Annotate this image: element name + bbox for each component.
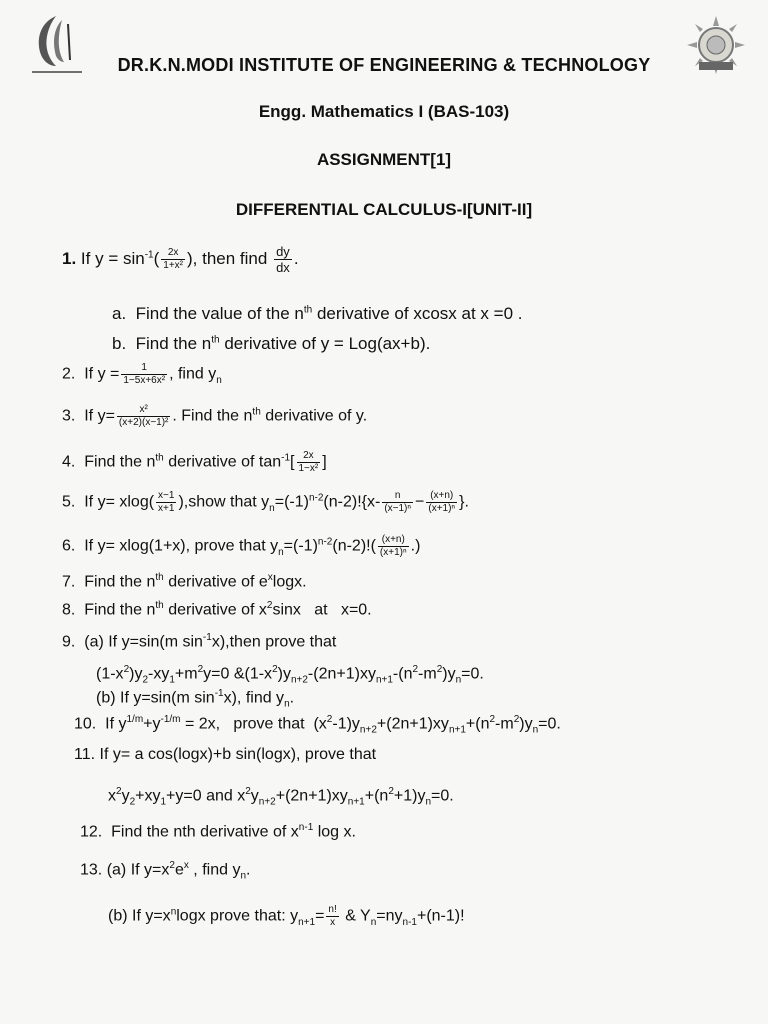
question-8: 8. Find the $n^{th}$ derivative of $x^2\sin x$ at x=0.: [62, 600, 372, 619]
question-2: 2. If y = $\frac{1}{\text{1−5x+6x²}}$ , find $y_n$: [62, 362, 222, 386]
question-11: 11. If y= a cos(logx)+b sin(logx), prove that: [74, 746, 377, 763]
question-9a: 9. (a) If y=sin(m $\sin^{-1}x),then$ prove that: [62, 632, 337, 651]
question-13a: 13. (a) If $y=x^2e^x$ , find $y_n$.: [80, 860, 251, 882]
question-6: 6. If y= xlog(1+x), prove that $y_n=(-1)^{n-2}(n-2)$!( $\frac{(x+n)}{\text{(x+1)ⁿ}}$ .): [62, 534, 421, 558]
course-title: Engg. Mathematics I (BAS-103): [258, 102, 510, 121]
question-1: 1. If $y = \sin^{-1}$( $\frac{2x}{\text{1+x²}}$ ), then find $\frac{dy}{dx}$ .: [62, 244, 299, 275]
question-10: 10. If $y^{1/m}+y^{-1/m} = 2x$, prove that $(x^2-1)y_{n+2}+(2n+1)xy_{n+1}+(n^2-m^2)y_n=0$.: [74, 714, 561, 736]
question-9b: (b) If y=sin(m $\sin^{-1}x$), find $y_n$.: [96, 688, 295, 710]
unit-title: DIFFERENTIAL CALCULUS-I[UNIT-II]: [235, 200, 533, 219]
question-4: 4. Find the $n^{th}$ derivative of $\tan^{-1}$[ $\frac{2x}{\text{1−x²}}$ ]: [62, 450, 327, 474]
institute-name: DR.K.N.MODI INSTITUTE OF ENGINEERING & TECHNOLOGY: [117, 55, 651, 75]
question-7: 7. Find the $n^{th}$ derivative of $e^x\log x$.: [62, 572, 307, 591]
question-3: 3. If y= $\frac{\text{x²}}{\text{(x+2)(x−1)²}}$ . Find the $n^{th}$ derivative of y.: [62, 404, 368, 428]
question-1a: a. Find the value of the $n^{th}$ derivative of xcosx at x =0 .: [112, 304, 523, 323]
question-11-equation: $x^2y_2+xy_1+y=0$ and $x^2y_{n+2}+(2n+1)xy_{n+1}+(n^2+1)y_n=0$.: [108, 786, 454, 808]
question-9a-equation: $(1-x^2)y_2-xy_1+m^2y=0$ $\&(1-x^2)y_{n+2}-(2n+1)xy_{n+1}-(n^2-m^2)y_n=0$.: [96, 664, 484, 686]
question-1b: b. Find the $n^{th}$ derivative of y = Log(ax+b).: [112, 334, 431, 353]
question-5: 5. If y= xlog( $\frac{x-1}{x+1}$ ),show that $y_n=(-1)^{n-2}(n-2)!\{x-$ $\frac{n}{\text{(x−1)ⁿ}}$ − $\frac{(x+n)}{\text{(x+1)ⁿ}}$ }.: [62, 490, 469, 514]
question-13b: (b) If $y=x^n\log x$ prove that: $y_{n+1}=$ $\frac{n!}{x}$ & $Y_n=ny_{n-1}+(n-1)$!: [108, 904, 465, 928]
question-12: 12. Find the nth derivative of $x^{n-1}$ log x.: [80, 822, 356, 841]
assignment-title: ASSIGNMENT[1]: [316, 150, 452, 169]
